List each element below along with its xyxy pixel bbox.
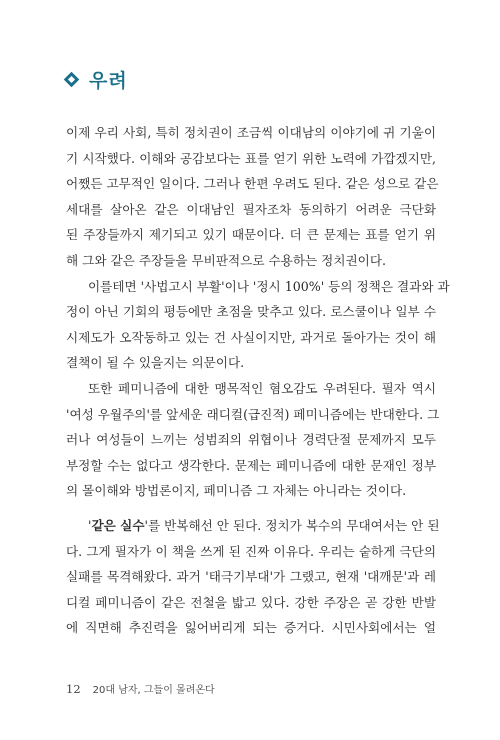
quote-mark: ' <box>88 518 92 533</box>
paragraph-2 <box>66 274 450 376</box>
text-line: 기 시작했다. 이해와 공감보다는 표를 얻기 위한 노력에 가깝겠지만, <box>66 150 436 166</box>
text-line: '여성 우월주의'를 앞세운 래디컬(급진적) 페미니즘에는 반대한다. 그 <box>66 406 440 422</box>
body-text-lower <box>66 513 440 641</box>
text-line: 에 직면해 추진력을 잃어버리게 되는 증거다. 시민사회에서는 얼 <box>66 620 436 636</box>
text-line: 이제 우리 사회, 특히 정치권이 조금씩 이대남의 이야기에 귀 기울이 <box>66 125 436 140</box>
text-line: 부정할 수는 없다고 생각한다. 문제는 페미니즘에 대한 문재인 정부 <box>66 457 436 473</box>
text-line: 정이 아닌 기회의 평등에만 초점을 맞추고 있다. 로스쿨이나 일부 수 <box>66 304 436 320</box>
page-footer <box>66 681 215 696</box>
text-line: 이를테면 '사법고시 부활'이나 '정시 100%' 등의 정책은 결과와 과 <box>88 278 450 294</box>
text-line: 다. 그게 필자가 이 책을 쓰게 된 진짜 이유다. 우리는 숱하게 극단의 <box>66 543 436 559</box>
section-title: 우려 <box>89 70 128 92</box>
text-line: 러나 여성들이 느끼는 성범죄의 위협이나 경력단절 문제까지 모두 <box>66 432 436 448</box>
text-line: 디컬 페미니즘이 같은 전철을 밟고 있다. 강한 주장은 곧 강한 반발 <box>66 594 436 610</box>
text-line: 결책이 될 수 있을지는 의문이다. <box>66 355 245 371</box>
text-line: 어쨌든 고무적인 일이다. 그러나 한편 우려도 된다. 같은 성으로 같은 <box>66 176 439 192</box>
paragraph-3 <box>66 376 440 504</box>
page-number: 12 <box>66 682 81 696</box>
paragraph-1 <box>66 120 439 274</box>
paragraph-4 <box>66 513 440 641</box>
text-line: 된 주장들까지 제기되고 있기 때문이다. 더 큰 문제는 표를 얻기 위 <box>66 227 436 243</box>
text-line-first <box>66 513 440 539</box>
text-line: 의 몰이해와 방법론이지, 페미니즘 그 자체는 아니라는 것이다. <box>66 483 407 499</box>
text-line: 시제도가 오작동하고 있는 건 사실이지만, 과거로 돌아가는 것이 해 <box>66 329 436 345</box>
running-title: 20대 남자, 그들이 몰려온다 <box>92 685 215 696</box>
text-line: 또한 페미니즘에 대한 맹목적인 혐오감도 우려된다. 필자 역시 <box>88 380 436 396</box>
diamond-outline-icon <box>64 72 80 88</box>
emphasis-text: 같은 실수 <box>91 518 145 533</box>
text-line: 실패를 목격해왔다. 과거 '태극기부대'가 그랬고, 현재 '대깨문'과 레 <box>66 569 436 585</box>
text-line: 세대를 살아온 같은 이대남인 필자조차 동의하기 어려운 극단화 <box>66 201 436 217</box>
text-line: 해 그와 같은 주장들을 무비판적으로 수용하는 정치권이다. <box>66 252 386 268</box>
section-heading <box>66 66 128 93</box>
text-fragment: '를 반복해선 안 된다. 정치가 복수의 무대여서는 안 된 <box>144 518 440 533</box>
body-text-upper <box>66 120 450 504</box>
